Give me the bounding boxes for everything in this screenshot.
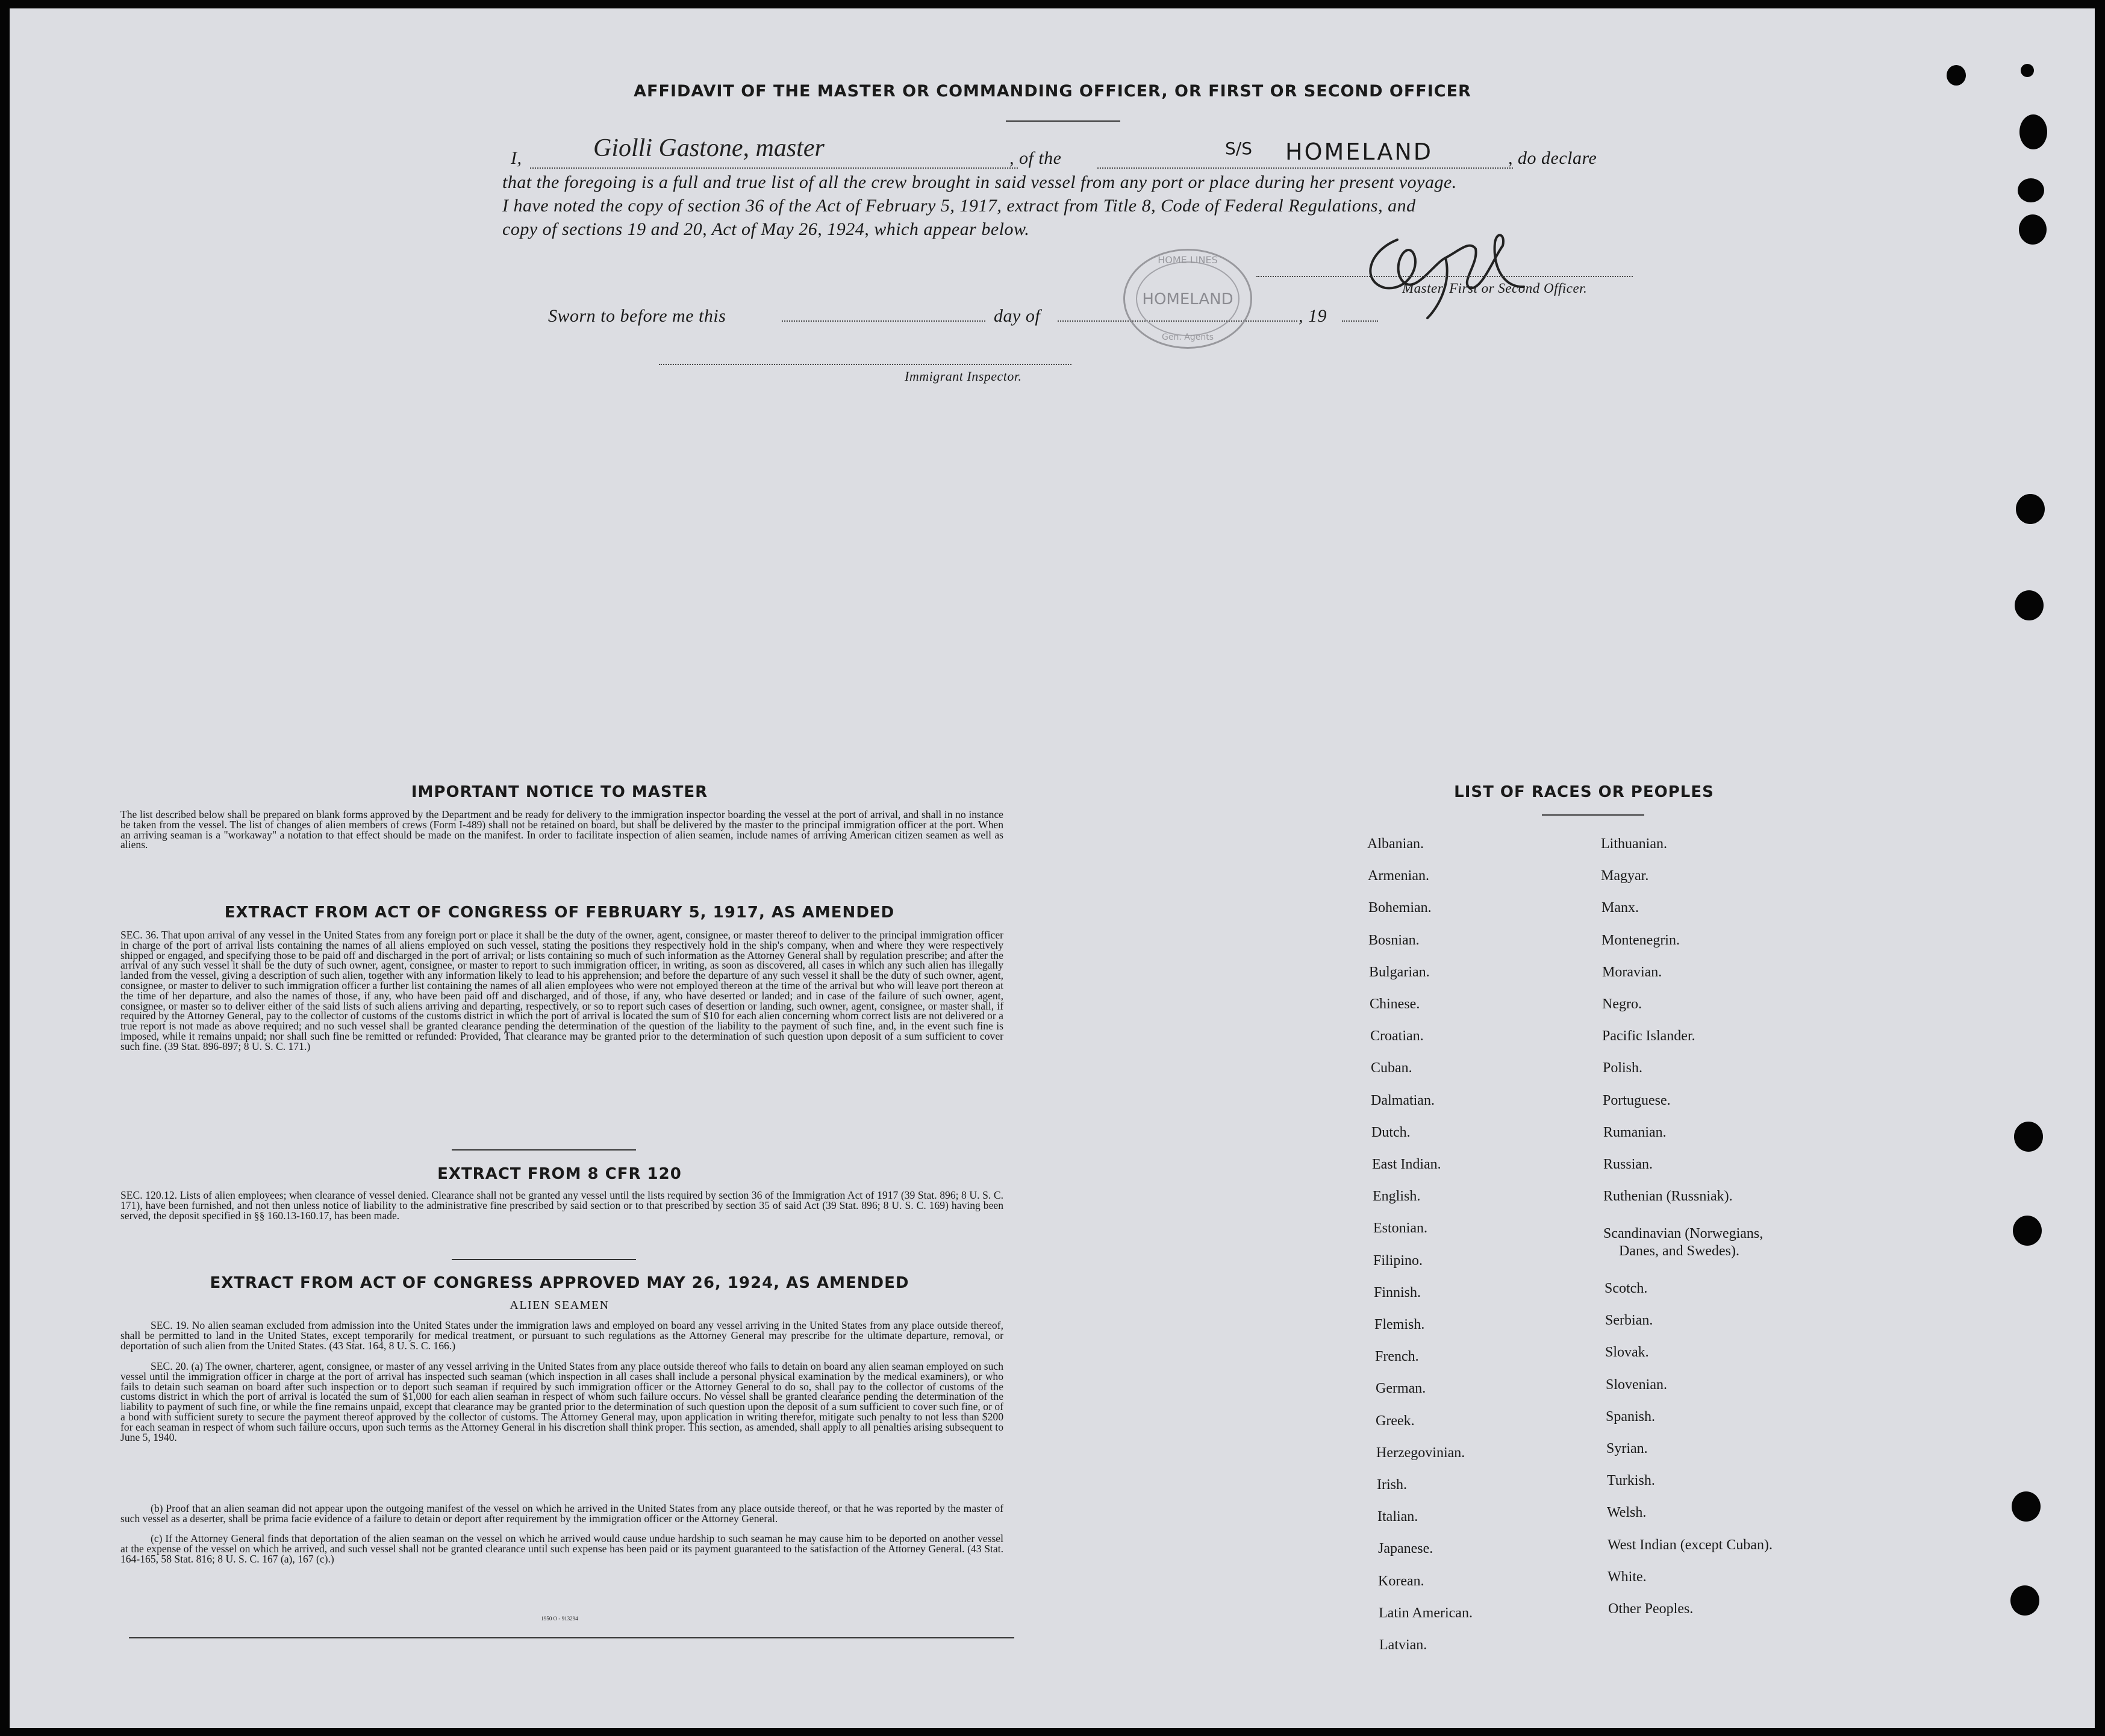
company-stamp [1123, 249, 1252, 349]
race-item: White. [1608, 1569, 1647, 1585]
affidavit-do-declare: , do declare [1508, 148, 1597, 168]
punch-hole [2010, 1585, 2039, 1616]
race-item: German. [1376, 1381, 1426, 1397]
extract-cfr-body: SEC. 120.12. Lists of alien employees; when clearance of vessel denied. Clearance shall not be granted any vessel until the lists required by section 36 of the Immigration Act of 1917 (39 Stat. 896; 8 U. S. C. 171), have been furnished, and not then unless notice of liability to the administrative fine prescribed by said section or to that prescribed by section 35 of said Act (39 Stat. 896; 8 U. S. C. 169) having been served, the deposit specified in §§ 160.13-160.17, has been made. [120, 1189, 1003, 1222]
race-item: Albanian. [1367, 836, 1424, 852]
race-item: Negro. [1602, 996, 1642, 1012]
race-item: West Indian (except Cuban). [1608, 1537, 1773, 1553]
vessel-name: HOMELAND [1285, 139, 1433, 165]
race-item: Russian. [1603, 1157, 1653, 1172]
affidavit-line-4: copy of sections 19 and 20, Act of May 26, 1924, which appear below. [502, 219, 1030, 239]
race-item: Manx. [1601, 900, 1639, 916]
race-item: Bohemian. [1368, 900, 1432, 916]
signature-line [1256, 276, 1633, 277]
race-item: Pacific Islander. [1602, 1028, 1695, 1044]
vessel-prefix: S/S [1225, 139, 1252, 158]
vessel-name-line [1097, 167, 1513, 169]
affidavit-line-3: I have noted the copy of section 36 of the Act of February 5, 1917, extract from Title 8, Code of Federal Regulations, and [502, 196, 1416, 216]
inspector-label: Immigrant Inspector. [905, 369, 1022, 384]
race-item: Herzegovinian. [1376, 1444, 1465, 1461]
sworn-year-line [1342, 320, 1378, 322]
punch-hole [2018, 178, 2044, 202]
race-item: Serbian. [1605, 1313, 1653, 1329]
section-divider [452, 1149, 636, 1151]
punch-hole [2019, 214, 2047, 245]
extract-1917-title: EXTRACT FROM ACT OF CONGRESS OF FEBRUARY 5, 1917, AS AMENDED [224, 904, 895, 922]
affidavit-line-2: that the foregoing is a full and true list of all the crew brought in said vessel from any port or place during her present voyage. [502, 172, 1457, 192]
race-scandinavian: Scandinavian (Norwegians, [1603, 1226, 1764, 1241]
race-item: Dalmatian. [1371, 1092, 1435, 1108]
race-item: Portuguese. [1603, 1092, 1671, 1108]
master-signature [1355, 216, 1536, 324]
race-item: Montenegrin. [1601, 932, 1680, 948]
race-item: Finnish. [1374, 1284, 1421, 1300]
extract-1924-subtitle: ALIEN SEAMEN [510, 1299, 610, 1312]
race-item: Armenian. [1368, 868, 1429, 884]
sec-20b-text: (b) Proof that an alien seaman did not appear upon the outgoing manifest of the vessel on which he arrived in the United States from any place outside thereof, or that he was reported by the master of such vessel as a deserter, shall be prima facie evidence of a failure to detain or deport after requirement by the immigration officer or the Attorney General. [120, 1502, 1003, 1525]
race-scandinavian-cont: Danes, and Swedes). [1619, 1243, 1739, 1259]
punch-hole [2015, 590, 2044, 620]
master-name-line [530, 167, 1018, 169]
stamp-top-text: HOME LINES [1158, 254, 1218, 266]
race-item: Rumanian. [1603, 1124, 1667, 1140]
race-item: Other Peoples. [1608, 1601, 1694, 1617]
race-item: Slovak. [1605, 1344, 1649, 1361]
extract-1917-body: SEC. 36. That upon arrival of any vessel in the United States from any foreign port or place it shall be the duty of the owner, agent, consignee, or master thereof to deliver to the principal immigration officer in charge of the port of arrival lists containing the names of all aliens employed on such vessel, stating the positions they respectively hold in the ship's company, when and where they were respectively shipped or engaged, and specifying those to be paid off and discharged in the port of arrival; or lists containing so much of such information as the Attorney General shall by regulation prescribe; and after the arrival of any such vessel it shall be the duty of such owner, agent, consignee, or master to report to such immigration officer, in writing, as soon as discovered, all cases in which any such alien has illegally landed from the vessel, giving a description of such alien, together with any information likely to lead to his apprehension; and before the departure of any such vessel it shall be the duty of such owner, agent, consignee, or master to deliver to such immigration officer a further list containing the names of all alien employees who were not employed thereon at the time of the arrival but who will leave port thereon at the time of her departure, and also the names of those, if any, who have been paid off and discharged, and of those, if any, who have deserted or landed; and in case of the failure of such owner, agent, consignee, or master so to deliver either of the said lists of such aliens arriving and departing, respectively, or so to report such cases of desertion or landing, such owner, agent, consignee, or master shall, if required by the Attorney General, pay to the collector of customs of the customs district in which the port of arrival is located the sum of $10 for each alien concerning whom correct lists are not delivered or a true report is not made as above required; and no such vessel shall be granted clearance pending the determination of the question of the liability to the payment of such fine, and, in the event such fine is imposed, while it remains unpaid; nor shall such fine be remitted or refunded: Provided, That clearance may be granted prior to the determination of such question upon deposit of a sum sufficient to cover such fine. (39 Stat. 896-897; 8 U. S. C. 171.) [120, 929, 1003, 1052]
stamp-center-text: HOMELAND [1142, 290, 1233, 308]
sworn-day-line [782, 320, 985, 322]
punch-hole [2021, 64, 2034, 77]
sec-20a-text: SEC. 20. (a) The owner, charterer, agent, consignee, or master of any vessel arriving in the United States from any place outside thereof who fails to detain on board any alien seaman employed on such vessel until the immigration officer in charge at the port of arrival has inspected such seaman (which inspection in all cases shall include a personal physical examination by the medical examiners), or who fails to detain such seaman on board after such inspection or to deport such seaman if required by such immigration officer or the Attorney General to do so, shall pay to the collector of customs of the customs district in which the port of arrival is located the sum of $1,000 for each alien seaman in respect of whom such failure occurs. No vessel shall be granted clearance pending the determination of the liability to payment of such fine, or while the fine remains unpaid, except that clearance may be granted prior to the determination of such question upon the deposit of a sum sufficient to cover such fine, or of a bond with sufficient surety to secure the payment thereof approved by the collector of customs. The Attorney General may, upon application in writing therefor, mitigate such penalty to not less than $200 for each seaman in respect of whom such failure occurs, upon such terms as the Attorney General in his discretion shall think proper. This section, as amended, shall apply to all penalties arising subsequent to June 5, 1940. [120, 1360, 1003, 1443]
notice-title: IMPORTANT NOTICE TO MASTER [411, 783, 708, 801]
races-title: LIST OF RACES OR PEOPLES [1454, 783, 1714, 801]
notice-body: The list described below shall be prepared on blank forms approved by the Department and be ready for delivery to the immigration inspector boarding the vessel at the port of arrival, and shall in no instance be taken from the vessel. The list of changes of alien members of crews (Form I-489) shall not be retained on board, but shall be delivered by the master to the principal immigration officer at the port. When an arriving seaman is a "workaway" a notation to that effect should be made on the manifest. In order to facilitate inspection of alien seamen, include names of arriving American citizen seamen as well as aliens. [120, 808, 1003, 851]
bottom-rule [129, 1637, 1014, 1638]
race-item: Ruthenian (Russniak). [1603, 1188, 1733, 1205]
race-item: Spanish. [1606, 1408, 1656, 1425]
race-item: Korean. [1378, 1573, 1424, 1589]
race-item: English. [1373, 1188, 1421, 1205]
punch-hole [2013, 1216, 2042, 1246]
race-item: Irish. [1377, 1477, 1407, 1493]
sec-19-text: SEC. 19. No alien seaman excluded from admission into the United States under the immigration laws and employed on board any vessel arriving in the United States from any place outside thereof, shall be permitted to land in the United States, except temporarily for medical treatment, or pursuant to such regulations as the Attorney General may prescribe for the ultimate departure, removal, or deportation of such alien from the United States. (43 Stat. 164, 8 U. S. C. 166.) [120, 1319, 1003, 1352]
race-item: Lithuanian. [1601, 836, 1667, 852]
punch-hole [2016, 494, 2045, 524]
races-divider [1542, 814, 1644, 816]
race-item: Slovenian. [1606, 1376, 1667, 1393]
affidavit-title: AFFIDAVIT OF THE MASTER OR COMMANDING OFFICER, OR FIRST OR SECOND OFFICER [634, 82, 1471, 101]
form-sheet [10, 8, 2095, 1728]
stamp-bottom-text: Gen. Agents [1162, 333, 1214, 342]
race-item: Bosnian. [1368, 932, 1420, 948]
punch-hole [2014, 1122, 2043, 1152]
race-item: East Indian. [1372, 1157, 1441, 1172]
extract-cfr-title: EXTRACT FROM 8 CFR 120 [437, 1165, 682, 1183]
punch-hole [2012, 1491, 2041, 1522]
master-name-handwritten: Giolli Gastone, master [593, 134, 825, 162]
race-item: Magyar. [1601, 868, 1649, 884]
title-divider [1006, 120, 1120, 122]
race-item: Filipino. [1373, 1252, 1423, 1269]
day-of-label: day of [994, 306, 1041, 326]
sworn-label: Sworn to before me this [548, 306, 726, 326]
race-item: Turkish. [1607, 1473, 1655, 1489]
section-divider [452, 1259, 636, 1260]
race-item: Syrian. [1606, 1441, 1648, 1457]
race-item: Japanese. [1378, 1541, 1433, 1557]
race-item: Flemish. [1374, 1317, 1425, 1332]
race-item: Latin American. [1379, 1605, 1473, 1621]
race-item: Dutch. [1371, 1124, 1411, 1140]
race-item: Latvian. [1379, 1637, 1427, 1653]
race-item: Moravian. [1602, 964, 1662, 980]
race-item: Cuban. [1371, 1060, 1412, 1076]
inspector-line [659, 364, 1071, 365]
race-item: Croatian. [1370, 1028, 1424, 1044]
race-item: Estonian. [1373, 1220, 1427, 1237]
sec-20c-text: (c) If the Attorney General finds that deportation of the alien seaman on the vessel on which he arrived would cause undue hardship to such seaman he may cause him to be deported on another vessel at the expense of the vessel on which he arrived, and such vessel shall not be granted clearance until such expense has been paid or its payment guaranteed to the satisfaction of the Attorney General. (43 Stat. 164-165, 58 Stat. 816; 8 U. S. C. 167 (a), 167 (c).) [120, 1532, 1003, 1565]
affidavit-i: I, [511, 148, 522, 168]
race-item: Scotch. [1604, 1281, 1648, 1296]
race-item: French. [1375, 1349, 1419, 1365]
race-item: Bulgarian. [1369, 964, 1430, 980]
punch-hole [2019, 114, 2047, 149]
race-item: Chinese. [1370, 996, 1420, 1012]
affidavit-of-the: , of the [1009, 148, 1062, 168]
race-item: Greek. [1376, 1413, 1415, 1429]
printer-imprint: 1950 O - 913294 [541, 1616, 578, 1622]
race-item: Welsh. [1607, 1505, 1647, 1521]
race-item: Italian. [1377, 1509, 1418, 1525]
extract-1924-title: EXTRACT FROM ACT OF CONGRESS APPROVED MAY 26, 1924, AS AMENDED [210, 1274, 909, 1292]
signature-label: Master, First or Second Officer. [1402, 281, 1588, 296]
race-item: Polish. [1603, 1060, 1643, 1076]
year-label: , 19 [1299, 306, 1327, 326]
